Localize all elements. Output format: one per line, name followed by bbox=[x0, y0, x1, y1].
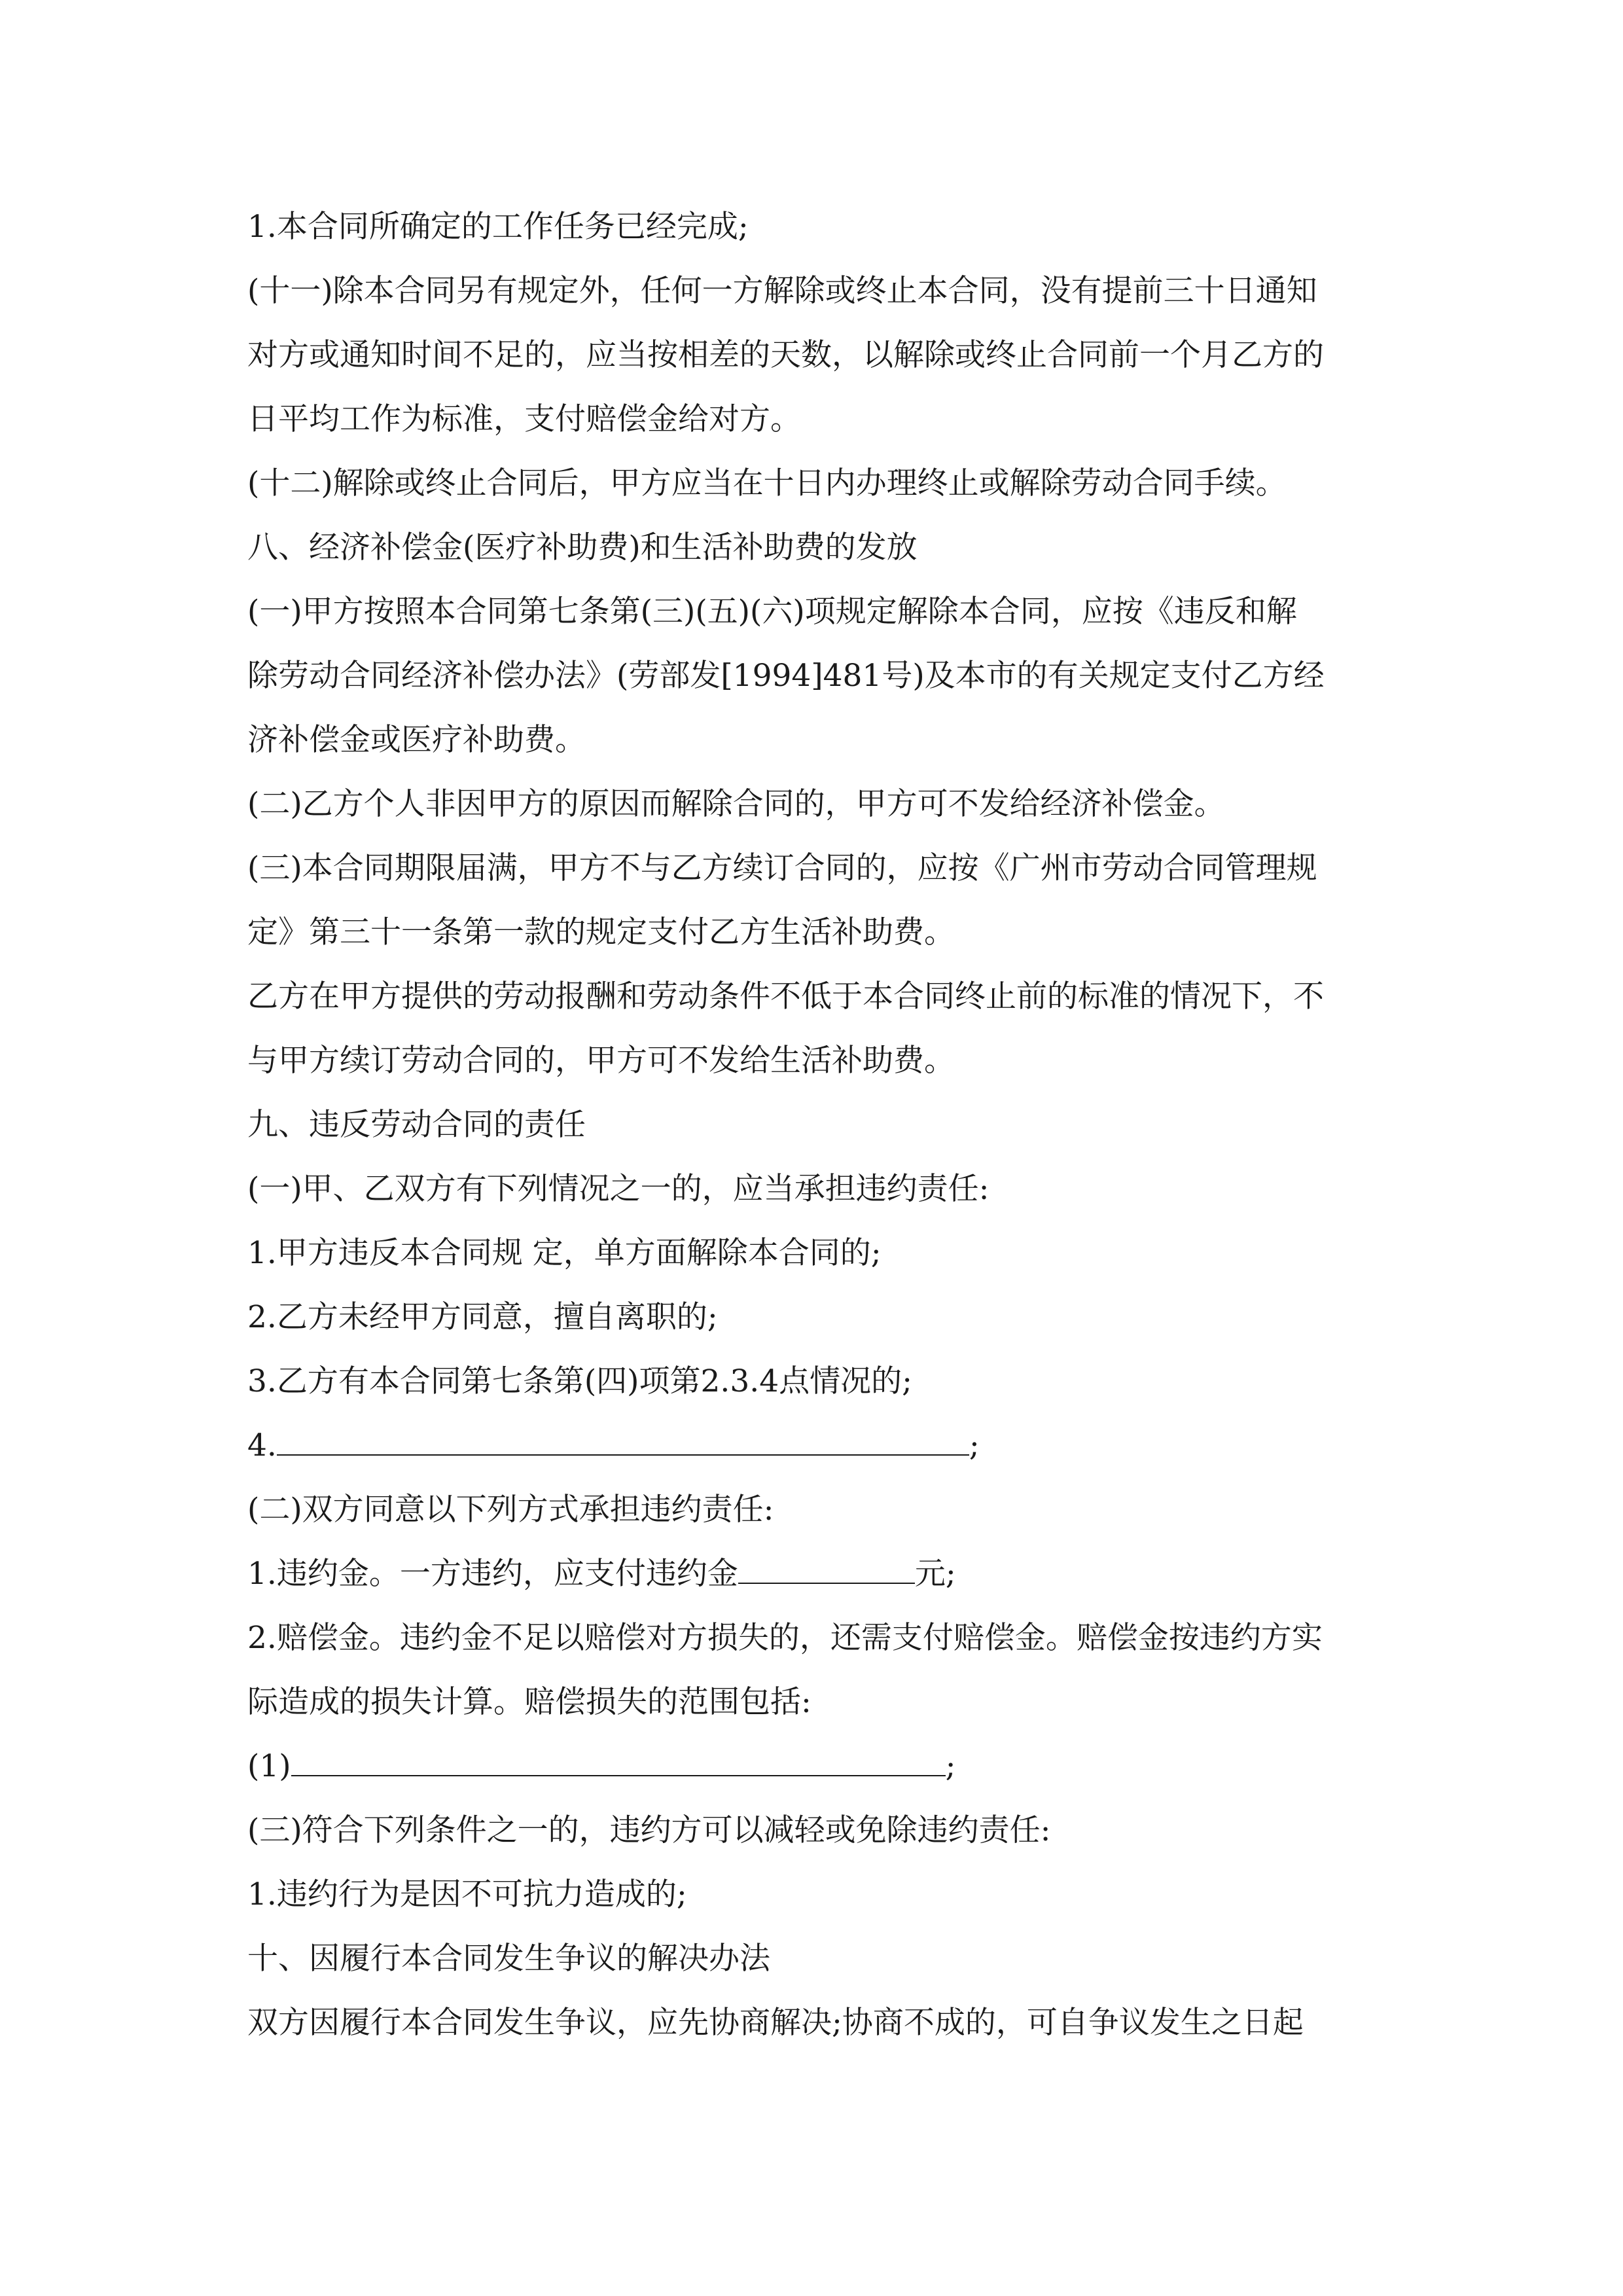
text-line: 1.甲方违反本合同规 定，单方面解除本合同的; bbox=[247, 1235, 882, 1271]
section-heading: 八、经济补偿金(医疗补助费)和生活补助费的发放 bbox=[247, 529, 918, 565]
text-line: (十一)除本合同另有规定外，任何一方解除或终止本合同，没有提前三十日通知 bbox=[247, 273, 1317, 309]
text-line: 际造成的损失计算。赔偿损失的范围包括: bbox=[247, 1684, 812, 1720]
text-line: 3.乙方有本合同第七条第(四)项第2.3.4点情况的; bbox=[247, 1363, 912, 1399]
penalty-prefix: 1.违约金。一方违约，应支付违约金 bbox=[247, 1556, 738, 1592]
text-line: 1.本合同所确定的工作任务已经完成; bbox=[247, 209, 749, 245]
text-line: 2.乙方未经甲方同意，擅自离职的; bbox=[247, 1299, 718, 1335]
scope-prefix: (1) bbox=[247, 1748, 291, 1784]
text-line: (一)甲方按照本合同第七条第(三)(五)(六)项规定解除本合同，应按《违反和解 bbox=[247, 594, 1297, 630]
text-line: 与甲方续订劳动合同的，甲方可不发给生活补助费。 bbox=[247, 1043, 955, 1079]
text-line: 2.赔偿金。违约金不足以赔偿对方损失的，还需支付赔偿金。赔偿金按违约方实 bbox=[247, 1620, 1323, 1656]
scope-blank-field[interactable] bbox=[291, 1737, 946, 1776]
text-line: 定》第三十一条第一款的规定支付乙方生活补助费。 bbox=[247, 914, 955, 950]
text-line: 乙方在甲方提供的劳动报酬和劳动条件不低于本合同终止前的标准的情况下，不 bbox=[247, 978, 1324, 1014]
text-line: 双方因履行本合同发生争议，应先协商解决;协商不成的，可自争议发生之日起 bbox=[247, 2005, 1304, 2041]
item-4-line bbox=[247, 1414, 1381, 1478]
item-4-blank-field[interactable] bbox=[277, 1416, 969, 1456]
text-line: (二)双方同意以下列方式承担违约责任: bbox=[247, 1492, 774, 1528]
text-line: (三)符合下列条件之一的，违约方可以减轻或免除违约责任: bbox=[247, 1812, 1051, 1848]
text-line: (二)乙方个人非因甲方的原因而解除合同的，甲方可不发给经济补偿金。 bbox=[247, 786, 1225, 822]
document-body bbox=[247, 195, 1381, 2055]
text-line: 除劳动合同经济补偿办法》(劳部发[1994]481号)及本市的有关规定支付乙方经 bbox=[247, 658, 1325, 694]
penalty-line bbox=[247, 1542, 1381, 1606]
text-line: 对方或通知时间不足的，应当按相差的天数，以解除或终止合同前一个月乙方的 bbox=[247, 337, 1324, 373]
scope-line bbox=[247, 1734, 1381, 1799]
item-4-prefix: 4. bbox=[247, 1427, 277, 1463]
penalty-suffix: 元; bbox=[914, 1556, 956, 1592]
text-line: 济补偿金或医疗补助费。 bbox=[247, 722, 586, 758]
text-line: 日平均工作为标准，支付赔偿金给对方。 bbox=[247, 401, 801, 437]
item-4-suffix: ; bbox=[969, 1427, 980, 1463]
text-line: 1.违约行为是因不可抗力造成的; bbox=[247, 1876, 687, 1912]
section-heading: 十、因履行本合同发生争议的解决办法 bbox=[247, 1941, 770, 1977]
section-heading: 九、违反劳动合同的责任 bbox=[247, 1107, 586, 1143]
scope-suffix: ; bbox=[945, 1748, 956, 1784]
text-line: (三)本合同期限届满，甲方不与乙方续订合同的，应按《广州市劳动合同管理规 bbox=[247, 850, 1317, 886]
penalty-amount-blank-field[interactable] bbox=[738, 1545, 915, 1584]
text-line: (一)甲、乙双方有下列情况之一的，应当承担违约责任: bbox=[247, 1171, 990, 1207]
text-line: (十二)解除或终止合同后，甲方应当在十日内办理终止或解除劳动合同手续。 bbox=[247, 465, 1287, 501]
